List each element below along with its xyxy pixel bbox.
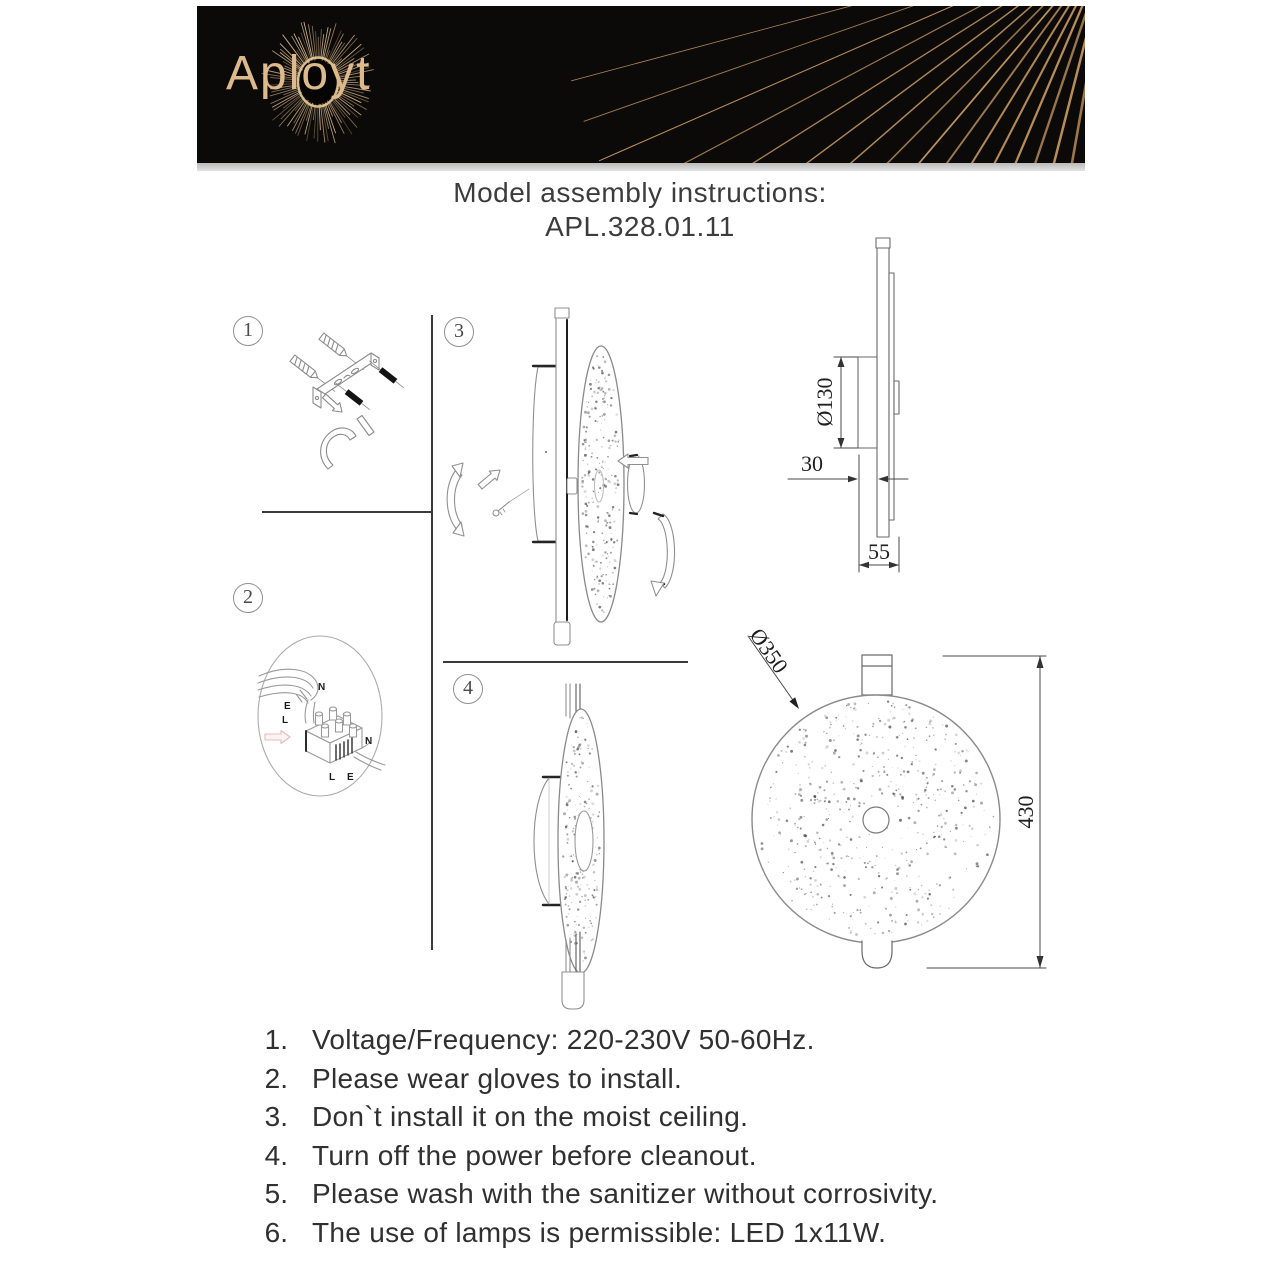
- terminal-block: [306, 707, 385, 770]
- item-text: Please wash with the sanitizer without corrosivity.: [312, 1178, 939, 1210]
- stone-disc-side: [558, 709, 604, 973]
- banner-shadow: [197, 163, 1085, 171]
- item-text: Turn off the power before cleanout.: [312, 1139, 757, 1171]
- item-number: 4.: [264, 1139, 288, 1171]
- instruction-list: [238, 1024, 1098, 1256]
- item-number: 1.: [264, 1024, 288, 1055]
- model-number: APL.328.01.11: [545, 211, 735, 242]
- step-3-badge: 3: [444, 317, 474, 347]
- pin-part: [357, 416, 374, 436]
- side-dimension-drawing: [783, 230, 915, 580]
- front-dimension-drawing: [738, 622, 1060, 982]
- list-item: [238, 1140, 1098, 1179]
- item-text: Voltage/Frequency: 220-230V 50-60Hz.: [312, 1024, 815, 1055]
- stone-disc-front: [752, 695, 1000, 943]
- rod-part: [554, 308, 577, 645]
- wire-label-n2: N: [365, 736, 373, 747]
- step-1-badge: 1: [233, 316, 263, 346]
- dim-label-350: Ø350: [744, 623, 794, 678]
- mounting-bracket: [313, 353, 379, 408]
- wire-label-l: L: [282, 715, 289, 726]
- item-number: 5.: [264, 1178, 288, 1210]
- canopy-part: [533, 366, 557, 542]
- screw-icon: [493, 489, 529, 516]
- direction-arrow-icon: [476, 465, 504, 491]
- item-text: The use of lamps is permissible: LED 1x11W.: [312, 1216, 887, 1248]
- wire-label-e: E: [284, 701, 291, 712]
- dim-label-30: 30: [801, 451, 823, 476]
- list-item: [238, 1101, 1098, 1140]
- item-text: Please wear gloves to install.: [312, 1062, 683, 1094]
- step4-assembled-diagram: [525, 666, 647, 1016]
- list-item: [238, 1217, 1098, 1256]
- list-item: [238, 1178, 1098, 1217]
- horizontal-divider-left: [262, 511, 433, 513]
- insert-arrow-icon: [265, 731, 290, 744]
- lamp-profile: [858, 238, 899, 537]
- rod-stub-top: [862, 655, 892, 695]
- list-item: [238, 1063, 1098, 1102]
- vertical-divider: [431, 315, 433, 950]
- item-number: 2.: [264, 1062, 288, 1094]
- rod-stub-bottom: [862, 941, 892, 968]
- stone-disc-side: [578, 346, 624, 622]
- wire-label-e2: E: [347, 772, 354, 783]
- rotate-arrow-icon: [651, 513, 675, 596]
- dim-label-430: 430: [1013, 795, 1039, 829]
- rays-decoration: [571, 6, 1085, 163]
- step-2-badge: 2: [233, 583, 263, 613]
- step1-bracket-diagram: [280, 315, 420, 510]
- horizontal-divider-right: [443, 661, 688, 663]
- wire-label-l2: L: [329, 772, 336, 783]
- item-text: Don`t install it on the moist ceiling.: [312, 1101, 749, 1133]
- dim-130: [834, 357, 858, 448]
- step3-exploded-diagram: [438, 300, 690, 660]
- step2-wiring-diagram: [250, 630, 395, 802]
- brand-name: Aployt: [226, 47, 372, 100]
- item-number: 3.: [264, 1101, 288, 1133]
- page-title: Model assembly instructions:: [453, 177, 827, 208]
- wire-label-n: N: [318, 682, 326, 693]
- dim-label-130: Ø130: [812, 377, 838, 427]
- dim-label-55: 55: [868, 539, 890, 564]
- step-4-badge: 4: [453, 674, 483, 704]
- list-item: [238, 1024, 1098, 1063]
- rotate-arrow-icon: [447, 463, 464, 536]
- direction-arrow-icon: [320, 392, 345, 416]
- item-number: 6.: [264, 1216, 288, 1248]
- wire-hook-part: [321, 428, 356, 469]
